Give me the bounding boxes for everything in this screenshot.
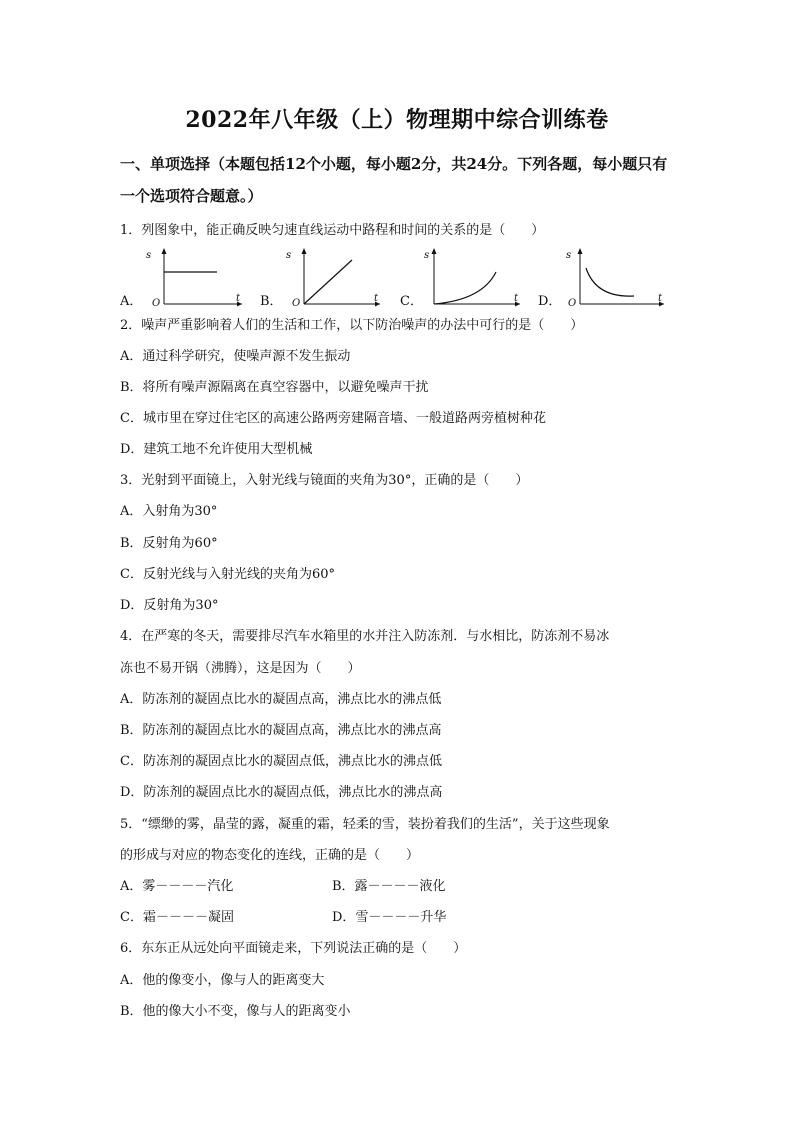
question-2-option-b: B．将所有噪声源隔离在真空容器中，以避免噪声干扰 xyxy=(120,380,429,395)
option-c-label: C． xyxy=(400,294,423,309)
graph-c-s-label: s xyxy=(424,250,430,261)
graph-a-t-label: t xyxy=(236,293,241,304)
graph-a-origin: O xyxy=(152,298,161,309)
graph-a-horizontal-line xyxy=(142,246,242,309)
question-3-option-c: C．反射光线与入射光线的夹角为60° xyxy=(120,567,335,582)
question-2-stem: 2．噪声严重影响着人们的生活和工作，以下防治噪声的办法中可行的是（ ） xyxy=(120,318,584,333)
option-b-label: B． xyxy=(260,294,283,309)
question-4-option-b: B．防冻剂的凝固点比水的凝固点高，沸点比水的沸点高 xyxy=(120,723,442,738)
page-title: 2022年八年级（上）物理期中综合训练卷 xyxy=(185,107,609,133)
question-6-option-b: B．他的像大小不变，像与人的距离变小 xyxy=(120,1004,351,1019)
question-5-stem-line-2: 的形成与对应的物态变化的连线，正确的是（ ） xyxy=(120,848,420,863)
question-1-graphs xyxy=(120,246,680,308)
question-2-option-c: C．城市里在穿过住宅区的高速公路两旁建隔音墙、一般道路两旁植树种花 xyxy=(120,411,546,426)
section-heading: 一、单项选择（本题包括12个小题，每小题2分，共24分。下列各题，每小题只有一个选项符合题意。） xyxy=(120,155,668,205)
question-4-option-d: D．防冻剂的凝固点比水的凝固点低，沸点比水的沸点高 xyxy=(120,785,443,800)
question-5-option-a: A．雾－－－－汽化 xyxy=(120,879,234,894)
question-4-stem-line-2: 冻也不易开锅（沸腾），这是因为（ ） xyxy=(120,661,361,676)
graph-c-t-label: t xyxy=(514,293,519,304)
question-4-option-c: C．防冻剂的凝固点比水的凝固点低，沸点比水的沸点低 xyxy=(120,754,442,769)
question-5-stem-line-1: 5．“缥缈的雾，晶莹的露，凝重的霜，轻柔的雪，装扮着我们的生活”，关于这些现象 xyxy=(120,817,610,832)
graph-b-s-label: s xyxy=(286,250,292,261)
question-5-option-c: C．霜－－－－凝固 xyxy=(120,910,234,925)
question-3-option-d: D．反射角为30° xyxy=(120,598,219,613)
graph-b-t-label: t xyxy=(374,293,379,304)
question-6-option-a: A．他的像变小，像与人的距离变大 xyxy=(120,973,325,988)
graph-d-s-label: s xyxy=(566,250,572,261)
question-3-option-b: B．反射角为60° xyxy=(120,536,218,551)
question-4-stem-line-1: 4．在严寒的冬天，需要排尽汽车水箱里的水并注入防冻剂．与水相比，防冻剂不易冰 xyxy=(120,629,610,644)
graph-a-s-label: s xyxy=(146,250,152,261)
question-2-option-a: A．通过科学研究，使噪声源不发生振动 xyxy=(120,349,351,364)
question-5-option-d: D．雪－－－－升华 xyxy=(332,910,447,925)
question-3-stem: 3．光射到平面镜上，入射光线与镜面的夹角为30°，正确的是（ ） xyxy=(120,473,529,488)
graph-b-diagonal-line xyxy=(282,246,382,309)
question-1-stem: 1．列图象中，能正确反映匀速直线运动中路程和时间的关系的是（ ） xyxy=(120,223,545,238)
graph-d-t-label: t xyxy=(658,293,663,304)
option-a-label: A． xyxy=(120,294,143,309)
graph-d-origin: O xyxy=(568,298,577,309)
option-d-label: D． xyxy=(538,294,562,309)
graph-c-rising-curve xyxy=(420,246,520,306)
question-2-option-d: D．建筑工地不允许使用大型机械 xyxy=(120,442,313,457)
graph-d-falling-curve xyxy=(558,246,668,309)
question-6-stem: 6．东东正从远处向平面镜走来，下列说法正确的是（ ） xyxy=(120,941,467,956)
question-4-option-a: A．防冻剂的凝固点比水的凝固点高，沸点比水的沸点低 xyxy=(120,692,442,707)
graph-b-origin: O xyxy=(292,298,301,309)
question-3-option-a: A．入射角为30° xyxy=(120,504,218,519)
question-5-option-b: B．露－－－－液化 xyxy=(332,879,446,894)
